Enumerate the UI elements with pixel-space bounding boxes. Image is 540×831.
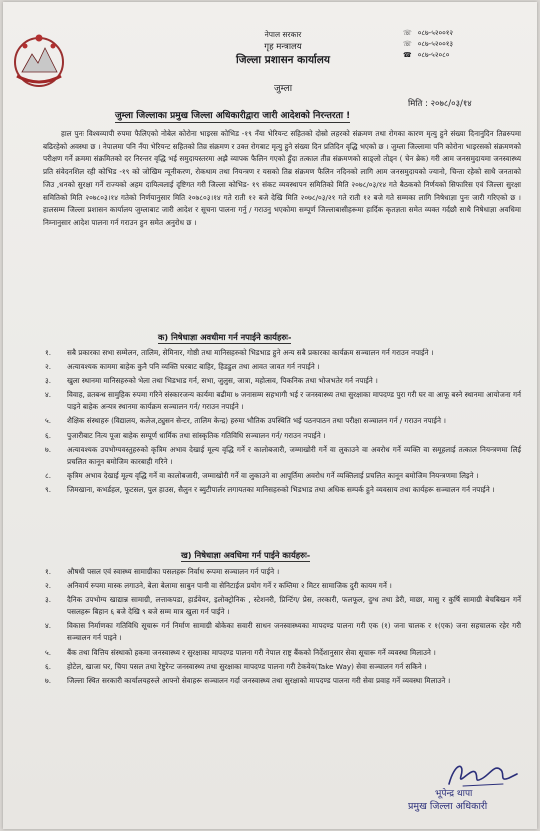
list-item: ३. दैनिक उपभोग्य खाद्यान्न सामाग्री, लत्ताकपडा, हार्डवेयर, इलोक्ट्रोनिक , स्टेशनरी, प्रिन्टिंग/ प्रेस, तरकारी, फलफूल, दुग्ध तथा डेरी, माछा, मासु र कुर्षि सामाग्री बेचबिखन गर्ने पसलहरू बिहान ६ बजे देखि ९ बजे सम्म मात्र खुला गर्न पाईने । (45, 595, 521, 617)
phone-icon: ☏ (403, 29, 412, 37)
signatory-title: प्रमुख जिल्ला अधिकारी (408, 801, 488, 812)
list-item: ५. शैक्षिक संस्थाहरु (विद्यालय, कलेज,ट्युसन सेन्टर, तालिम केन्द्र) हरुमा भौतिक उपस्थिति भई पठनपाठन तथा परीक्षा सञ्चालन गर्न / गराउन नपाईने । (45, 416, 446, 426)
intro-paragraph: हाल पुनः विश्वव्यापी रुपमा फैलिएको नोबेल कोरोना भाइरस कोभिड -१९ नँया भेरियन्ट सहितको दोस्रो लहरको संक्रमण तथा रोगका कारण मृत्यु हुने संख्या दिनानुदिन तिव्ररुपमा बढिरहेको अवस्था छ । नेपालमा पनि नँया भेरियन्ट सहितको तिव्र संक्रमण र उक्त रोगबाट मृत्यु हुने संख्या दिन प्रतिदिन वृद्धि भएको छ । जुम्ला जिल्लामा पनि कोरोना भाइरसको संक्रमणको परीक्षण गर्ने क्रममा संक्रमितको दर निरन्तर वृद्धि भई समुदायस्तरमा अझै व्यापक फैलिन गएको हुँदा तत्काल तीव्र संक्रमणको साङ्लो तोड्न ( चेन ब्रेक) गरी आम जनसमुदायमा जनस्वास्थ्य प्रति संवेदनशिल रही कोभिड -१९ को जोखिम न्यूनीकरण, रोकथाम तथा नियन्त्रण र यसको तिब्र संक्रमण फैलिन नदिनको लागि आम जनसमुदायको ज्यानो, चिन्ता रहेको साथै जनताको जिउ ,धनको सुरक्षा गर्ने राज्यको अहम दायित्वलाई दृष्टिगत गरी जिल्ला कोभिड- १९ संकट व्यवस्थापन समितिको मिति २०७८/०३/१४ गते बैठकको निर्णयको सिफारिस एवं जिल्ला सुरक्षा समितिको मिति २०७८०३।१४ गतेको निर्णयानुसार मिति २०७८०३।१४ गते राती १२ बजे देखि मिति २०७८/०३/२१ गते राती १२ बजे गते सम्मका लागि निषेधाज्ञा पुनः जारी गरिएको छ । हालसम्म जिल्ला प्रशासन कार्यालय जुम्लाबाट जारी आदेश र सूचना पालना गर्नु / गराउनु भएकोमा सम्पूर्ण जिल्लाबासीहरूमा हार्दिक कृतज्ञता समेत व्यक्त गर्दछौ साथै निषेधाज्ञा अवधिमा निम्नानुसार आदेश पालना गर्न गराउन हुन समेत अनुरोध छ । (43, 129, 521, 227)
list-item: २. अनिवार्य रुपमा मास्क लगाउने, बेला बेलामा साबुन पानी वा सेनिटाईज प्रयोग गर्ने र कम्तिमा २ मिटर सामाजिक दुरी कायम गर्ने । (45, 581, 392, 591)
list-item: ४. विकास निर्माणका गतिविधि सूचारू गर्न निर्माण सामाग्री बोकेका सवारी साधन जनस्वास्थ्यका मापदण्ड पालना गरी एक (१) जना चालक र १(एक) जना सहचालक रहेर गरी सञ्चालन गर्न पाइने । (45, 621, 521, 643)
handwritten-signature (443, 758, 523, 792)
section-a-heading: क) निषेधाज्ञा अवधीमा गर्न नपाईने कार्यहरुः- (158, 332, 292, 342)
list-item: ८. कृत्रिम अभाव देखाई मूल्य वृद्धि गर्ने वा कालोबजारी, जम्माखोरी गर्ने वा लुकाउने वा आपूर्तिमा अवरोध गर्ने व्यक्तिलाई प्रचलित कानून बमोजिम नियन्त्रणमा लिइने । (45, 470, 479, 480)
list-item: ४. विवाह, व्रतबन्ध सामुहिक रुपमा गरिने संस्कारजन्य कार्यमा बढीमा ७ जनासम्म सहभागी भई र जनस्वास्थ्य तथा सुरक्षाका मापदण्ड पुरा गरी घर वा आफू बस्ने स्थानमा आयोजना गर्न पाइने बाहेक अन्यत्र स्थानमा कार्यक्रम सञ्चालन गर्न/ गराउन नपाईने । (45, 390, 521, 412)
phone-row (403, 28, 453, 39)
government-name: नेपाल सरकार (264, 30, 302, 39)
ministry-name: गृह मन्त्रालय (264, 42, 302, 52)
prohibited-activities-list (43, 347, 521, 496)
list-item: ६. होटेल, खाजा घर, चिया पसल तथा रेष्टुरेन्ट जनस्वास्थ्य तथा सुरक्षाका मापदण्ड पालना गरी टेकवेय(Take Way) सेवा सञ्चालन गर्न सकिने । (45, 661, 427, 671)
list-item: ७. अत्यावश्यक उपभोग्यवस्तुहरुको कृत्रिम अभाव देखाई मूल्य वृद्धि गर्ने र कालोबजारी, जम्माखोरी गर्ने वा लुकाउने वा अवरोध गर्ने व्यक्ति वा समूहलाई तत्काल नियन्त्रणमा लिई प्रचलित कानून बमोजिम कारबाही गरिने । (45, 444, 521, 466)
document-date: मिति : २०७८/०३/१४ (408, 99, 472, 109)
list-item: १. सबै प्रकारका सभा सम्मेलन, तालिम, सेमिनार, गोष्ठी तथा मानिसहरुको भिडभाड हुने अन्य सबै प्रकारका कार्यक्रम सञ्चालन गर्न गराउन नपाईने । (45, 348, 434, 357)
section-b-heading: ख) निषेधाज्ञा अवधिमा गर्न पाईने कार्यहरुः- (181, 550, 311, 560)
phone-icon: ☏ (403, 40, 412, 48)
office-name: जिल्ला प्रशासन कार्यालय (236, 54, 330, 66)
list-item: ९. जिमखाना, कभर्डहल, फूटसल, पुल हाउस, सैलुन र ब्युटीपार्लर लगायतका मानिसहरुको भिडभाड तथा अधिक सम्पर्क हुने व्यवसाय तथा कार्यहरू सञ्चालन गर्न नपाईने । (45, 484, 495, 494)
phone-row (403, 50, 453, 61)
phone-number: ०८७-५२००१२ (417, 29, 454, 37)
permitted-activities-list (43, 566, 521, 687)
document-title: जुम्ला जिल्लाका प्रमुख जिल्ला अधिकारीद्वारा जारी आदेशको निरन्तरता ! (115, 111, 351, 121)
list-item: १. औषधी पसल एवं स्वास्थ्य सामाग्रीका पसलहरू निर्वाध रूपमा सञ्चालन गर्न पाईने । (45, 567, 280, 576)
phone-row (403, 39, 453, 50)
document-page (3, 2, 537, 829)
list-item: ६. पुजारीबाट नित्य पूजा बाहेक सम्पूर्ण धार्मिक तथा सांस्कृतिक गतिविधि सञ्चालन गर्न/ गराउन नपाईने । (45, 430, 326, 440)
place-name: जुम्ला (273, 84, 293, 94)
list-item: ७. जिल्ला स्थित सरकारी कार्यालयहरुले आफ्नो सेवाहरू सञ्चालन गर्दा जनस्वास्थ्य तथा सुरक्षाको मापदण्ड पालना गरी सेवा प्रवाह गर्ने व्यवस्था मिलाउने । (45, 675, 451, 685)
letterhead (193, 28, 373, 96)
contact-numbers (403, 28, 453, 61)
signatory-name: भूपेन्द्र थापा (435, 789, 473, 799)
phone-number: ०८७-५२००१३ (417, 40, 454, 48)
list-item: २. अत्यावश्यक काममा बाहेक कुनै पनि व्यक्ति घरबाट बाहिर, हिडडुल तथा आवत जावत गर्न नपाईने । (45, 362, 320, 372)
list-item: ५. बैंक तथा वित्तिय संस्थाको हकमा जनस्वास्थ्य र सुरक्षाका मापदण्ड पालना गरी नेपाल राष्ट्र बैंकको निर्देशानुसार सेवा सूचारू गर्ने व्यवस्था मिलाउने । (45, 647, 436, 657)
fax-icon: ☎ (403, 51, 412, 59)
nepal-emblem-icon (13, 32, 65, 90)
list-item: ३. खुला स्थानमा मानिसहरुको भेला तथा भिडभाड गर्न, सभा, जुलुस, जात्रा, महोत्सव, पिकनिक तथा भोजभतेर गर्न नपाईने । (45, 376, 378, 386)
fax-number: ०८७-५२०८० (417, 51, 450, 59)
